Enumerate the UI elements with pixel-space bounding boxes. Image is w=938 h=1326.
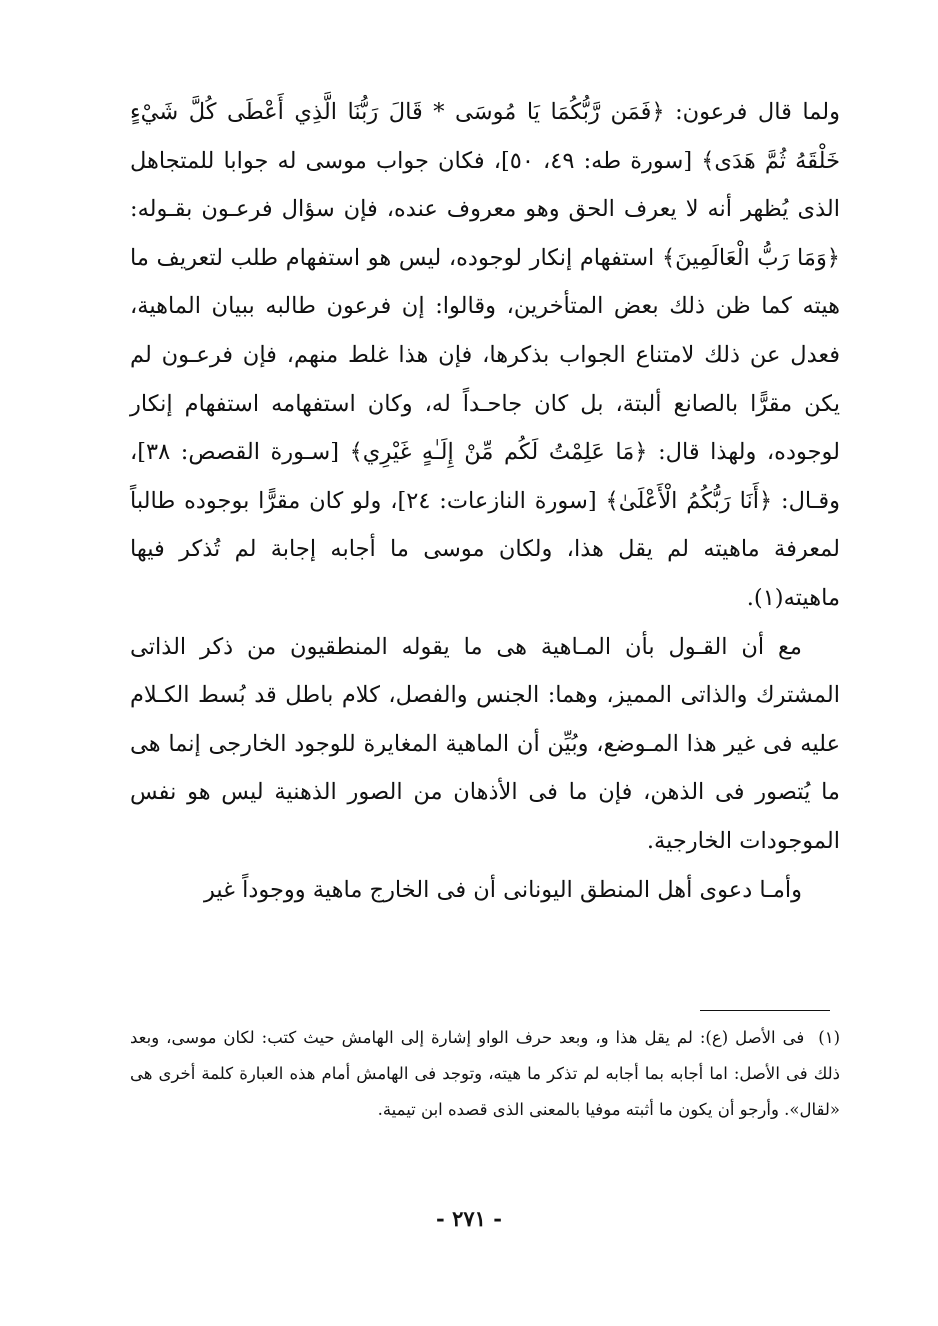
footnotes <box>130 1020 840 1128</box>
paragraph-2: مع أن القـول بأن المـاهية هى ما يقوله المنطقيون من ذكر الذاتى المشترك والذاتى المميز، وهما: الجنس والفصل، كلام باطل قد بُسط الكـلام عليه فى غير هذا المـوضع، وبُيِّن أن الماهية المغايرة للوجود الخارجى إنما هى ما يُتصور فى الذهن، فإن ما فى الأذهان من الصور الذهنية ليس هو نفس الموجودات الخارجية. <box>130 633 840 854</box>
page-number: - ٢٧١ - <box>436 1206 502 1231</box>
footnote-text: فى الأصل (ع): لم يقل هذا و، وبعد حرف الواو إشارة إلى الهامش حيث كتب: لكان موسى، وبعد ذلك فى الأصل: اما أجابه بما أجابه لم تذكر ما هيته، وتوجد فى الهامش أمام هذه العبارة كلمة أخرى هى «لقال». وأرجو أن يكون ما أثبته موفيا بالمعنى الذى قصده ابن تيمية. <box>130 1028 840 1119</box>
paragraph-1: ولما قال فرعون: ﴿فَمَن رَّبُّكُمَا يَا مُوسَى * قَالَ رَبُّنَا الَّذِي أَعْطَى كُلَّ شَيْءٍ خَلْقَهُ ثُمَّ هَدَى﴾ [سورة طه: ٤٩، ٥٠]، فكان جواب موسى له جوابا للمتجاهل الذى يُظهر أنه لا يعرف الحق وهو معروف عنده، فإن سؤال فرعـون بقـوله: ﴿وَمَا رَبُّ الْعَالَمِينَ﴾ استفهام إنكار لوجوده، ليس هو استفهام طلب لتعريف ما هيته كما ظن ذلك بعض المتأخرين، وقالوا: إن فرعون طالبه ببيان الماهية، فعدل عن ذلك لامتناع الجواب بذكرها، فإن هذا غلط منهم، فإن فرعـون لم يكن مقرًّا بالصانع ألبتة، بل كان جاحـداً له، وكان استفهامه استفهام إنكار لوجوده، ولهذا قال: ﴿مَا عَلِمْتُ لَكُم مِّنْ إِلَـٰهٍ غَيْرِي﴾ [سـورة القصص: ٣٨]، وقـال: ﴿أَنَا رَبُّكُمُ الْأَعْلَىٰ﴾ [سورة النازعات: ٢٤]، ولو كان مقرًّا بوجوده طالباً لمعرفة ماهيته لم يقل هذا، ولكان موسى ما أجابه إجابة لم تُذكر فيها ماهيته(١). <box>130 99 841 611</box>
main-text <box>130 88 840 914</box>
footnote-number: (١) <box>818 1028 840 1047</box>
footnote-separator <box>700 1010 830 1011</box>
paragraph-3: وأمـا دعوى أهل المنطق اليونانى أن فى الخارج ماهية ووجوداً غير <box>203 876 802 903</box>
footnote-1 <box>130 1020 840 1128</box>
